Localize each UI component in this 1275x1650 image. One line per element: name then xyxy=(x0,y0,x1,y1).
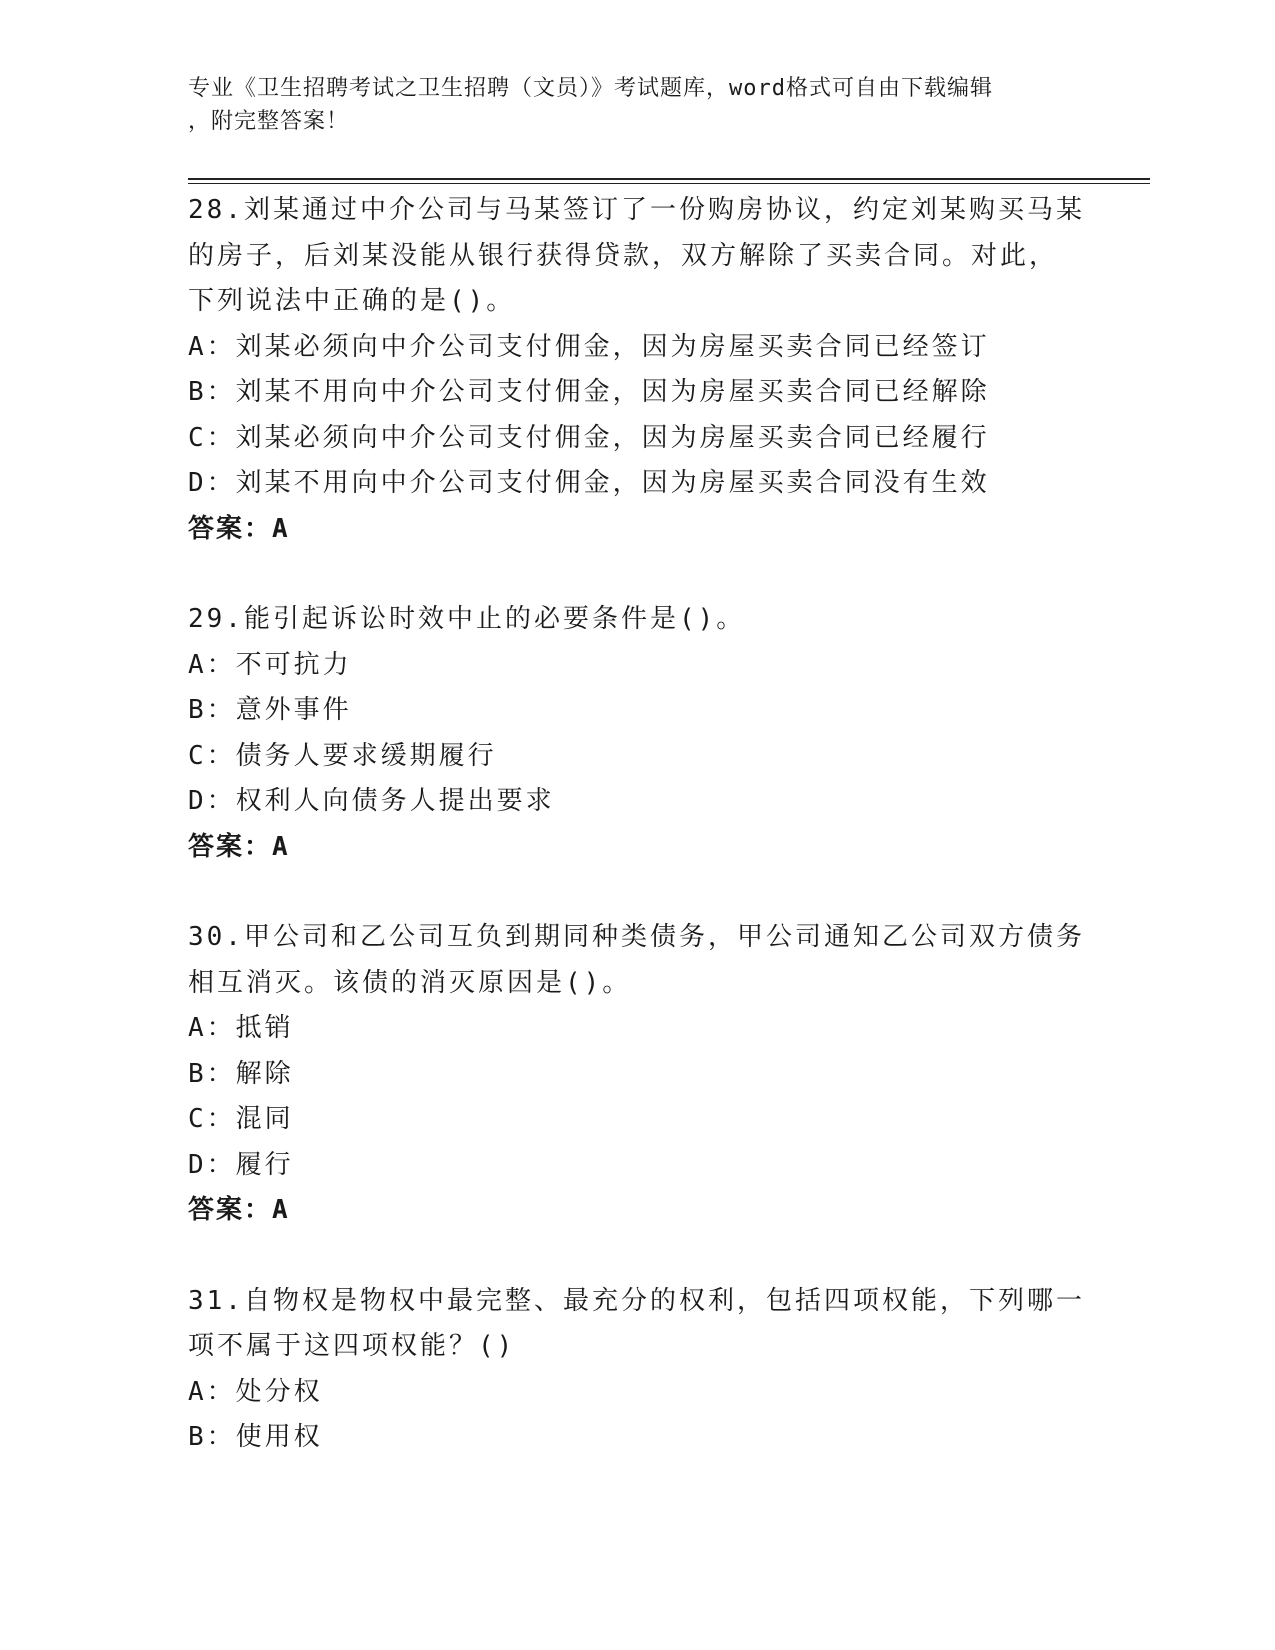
option-c: C：债务人要求缓期履行 xyxy=(188,740,497,771)
question-stem-line: 的房子，后刘某没能从银行获得贷款，双方解除了买卖合同。对此， xyxy=(188,240,1059,271)
option-b: B：解除 xyxy=(188,1058,294,1089)
option-d: D：权利人向债务人提出要求 xyxy=(188,786,555,816)
answer-value: A xyxy=(272,513,290,544)
header-divider-thin xyxy=(188,183,1150,184)
option-a: A：处分权 xyxy=(188,1376,323,1407)
option-b: B：刘某不用向中介公司支付佣金，因为房屋买卖合同已经解除 xyxy=(188,377,990,407)
option-d: D：刘某不用向中介公司支付佣金，因为房屋买卖合同没有生效 xyxy=(188,468,990,498)
page-header xyxy=(188,72,1068,138)
option-c: C：混同 xyxy=(188,1104,294,1134)
answer-value: A xyxy=(272,831,290,862)
question-29 xyxy=(188,597,1088,870)
header-line-2: ，附完整答案！ xyxy=(188,109,350,134)
question-stem-line: 30.甲公司和乙公司互负到期同种类债务，甲公司通知乙公司双方债务 xyxy=(188,922,1085,952)
answer-label: 答案： xyxy=(188,831,273,862)
question-31 xyxy=(188,1279,1088,1461)
option-b: B：意外事件 xyxy=(188,695,352,725)
option-a: A：刘某必须向中介公司支付佣金，因为房屋买卖合同已经签订 xyxy=(188,331,990,362)
header-line-1: 专业《卫生招聘考试之卫生招聘（文员）》考试题库，word格式可自由下载编辑 xyxy=(188,76,993,101)
header-divider-thick xyxy=(188,178,1150,180)
answer-label: 答案： xyxy=(188,1195,273,1225)
answer-line xyxy=(188,825,1088,871)
option-b: B：使用权 xyxy=(188,1422,323,1452)
question-stem-line: 相互消灭。该债的消灭原因是()。 xyxy=(188,967,632,998)
question-stem-line: 项不属于这四项权能？() xyxy=(188,1331,516,1361)
question-stem-line: 下列说法中正确的是()。 xyxy=(188,286,516,316)
option-a: A：抵销 xyxy=(188,1013,294,1043)
option-a: A：不可抗力 xyxy=(188,649,352,680)
question-stem-line: 29.能引起诉讼时效中止的必要条件是()。 xyxy=(188,604,746,634)
answer-label: 答案： xyxy=(188,513,273,544)
question-stem-line: 28.刘某通过中介公司与马某签订了一份购房协议，约定刘某购买马某 xyxy=(188,195,1085,225)
question-stem-line: 31.自物权是物权中最完整、最充分的权利，包括四项权能，下列哪一 xyxy=(188,1285,1085,1316)
question-30 xyxy=(188,915,1088,1234)
answer-line xyxy=(188,507,1088,553)
answer-line xyxy=(188,1188,1088,1234)
option-c: C：刘某必须向中介公司支付佣金，因为房屋买卖合同已经履行 xyxy=(188,422,990,453)
question-28 xyxy=(188,188,1088,552)
answer-value: A xyxy=(272,1195,290,1225)
question-list xyxy=(188,188,1088,1461)
option-d: D：履行 xyxy=(188,1149,294,1180)
